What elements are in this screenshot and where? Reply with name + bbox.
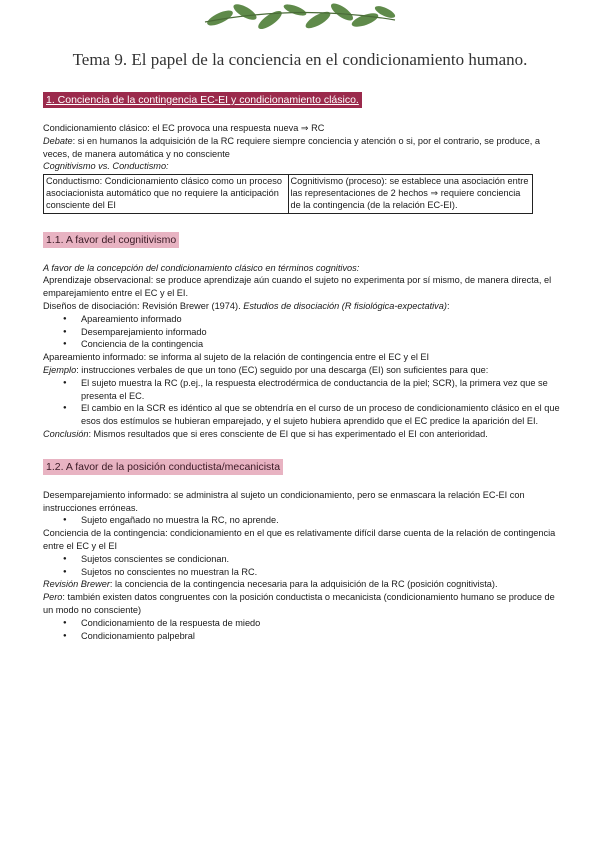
list-item: ● Apareamiento informado (63, 313, 563, 326)
list-item: ● Desemparejamiento informado (63, 326, 563, 339)
table-cell-cognitivismo: Cognitivismo (proceso): se establece una asociación entre las representaciones de 2 hechos ⇒ requiere conciencia de la contingencia (de la relación EC-EI). (288, 175, 533, 213)
paragraph: Cognitivismo vs. Conductismo: (43, 161, 169, 172)
paragraph: Pero: también existen datos congruentes con la posición conductista o mecanicista (condicionamiento humano se produce de un modo no consciente) (43, 592, 555, 615)
section-1-1-heading: 1.1. A favor del cognitivismo (43, 232, 179, 248)
paragraph: Ejemplo: instrucciones verbales de que un tono (EC) seguido por una descarga (EI) son suficientes para que: (43, 364, 489, 375)
paragraph: Aprendizaje observacional: se produce aprendizaje aún cuando el sujeto no experimenta por sí mismo, de manera directa, el emparejamiento entre el EC y el EI. (43, 275, 552, 299)
bullet-list (63, 514, 563, 527)
document-body (43, 92, 563, 642)
paragraph: Conciencia de la contingencia: condicionamiento en el que es relativamente difícil darse cuenta de la relación de contingencia entre el EC y el EI (43, 528, 556, 551)
list-item: ● Condicionamiento palpebral (63, 630, 563, 643)
paragraph: A favor de la concepción del condicionamiento clásico en términos cognitivos: (43, 262, 360, 273)
list-item: ● El sujeto muestra la RC (p.ej., la respuesta electrodérmica de conductancia de la piel; SCR), la primera vez que se presenta el EC. (63, 377, 563, 403)
bullet-list (63, 553, 563, 579)
paragraph: Conclusión: Mismos resultados que si eres consciente de EI que si has experimentado el EI con anterioridad. (43, 428, 488, 439)
list-item: ● Condicionamiento de la respuesta de miedo (63, 617, 563, 630)
list-item: ● Conciencia de la contingencia (63, 338, 563, 351)
paragraph: Debate: si en humanos la adquisición de la RC requiere siempre conciencia y atención o si, por el contrario, se produce, a veces, de manera automática y no consciente (43, 135, 540, 159)
section-1-heading: 1. Conciencia de la contingencia EC-EI y condicionamiento clásico. (43, 92, 362, 108)
leaf-garland-icon (200, 0, 400, 36)
page-title: Tema 9. El papel de la conciencia en el condicionamiento humano. (72, 50, 528, 69)
paragraph: Condicionamiento clásico: el EC provoca una respuesta nueva ⇒ RC (43, 123, 325, 133)
paragraph: Desemparejamiento informado: se administra al sujeto un condicionamiento, pero se enmascara la relación EC-EI con instrucciones erróneas. (43, 489, 525, 513)
bullet-list (63, 377, 563, 428)
table-cell-conductismo: Conductismo: Condicionamiento clásico como un proceso asociacionista automático que no requiere la anticipación consciente del EI (44, 175, 289, 213)
bullet-list (63, 617, 563, 643)
section-1-2-heading: 1.2. A favor de la posición conductista/mecanicista (43, 459, 283, 475)
list-item: ● Sujeto engañado no muestra la RC, no aprende. (63, 514, 563, 527)
comparison-table (43, 174, 533, 213)
paragraph: Diseños de disociación: Revisión Brewer (1974). Estudios de disociación (R fisiológica-expectativa): (43, 300, 450, 311)
paragraph: Apareamiento informado: se informa al sujeto de la relación de contingencia entre el EC y el EI (43, 352, 430, 363)
paragraph: Revisión Brewer: la conciencia de la contingencia necesaria para la adquisición de la RC (posición cognitivista). (43, 579, 498, 590)
list-item: ● Sujetos no conscientes no muestran la RC. (63, 566, 563, 579)
bullet-list (63, 313, 563, 351)
list-item: ● Sujetos conscientes se condicionan. (63, 553, 563, 566)
list-item: ● El cambio en la SCR es idéntico al que se obtendría en el curso de un proceso de condicionamiento clásico en el que esos dos estímulos se hubieran emparejado, y el sujeto hubiera aprendido que el EC predice la aparición del EI. (63, 402, 563, 428)
